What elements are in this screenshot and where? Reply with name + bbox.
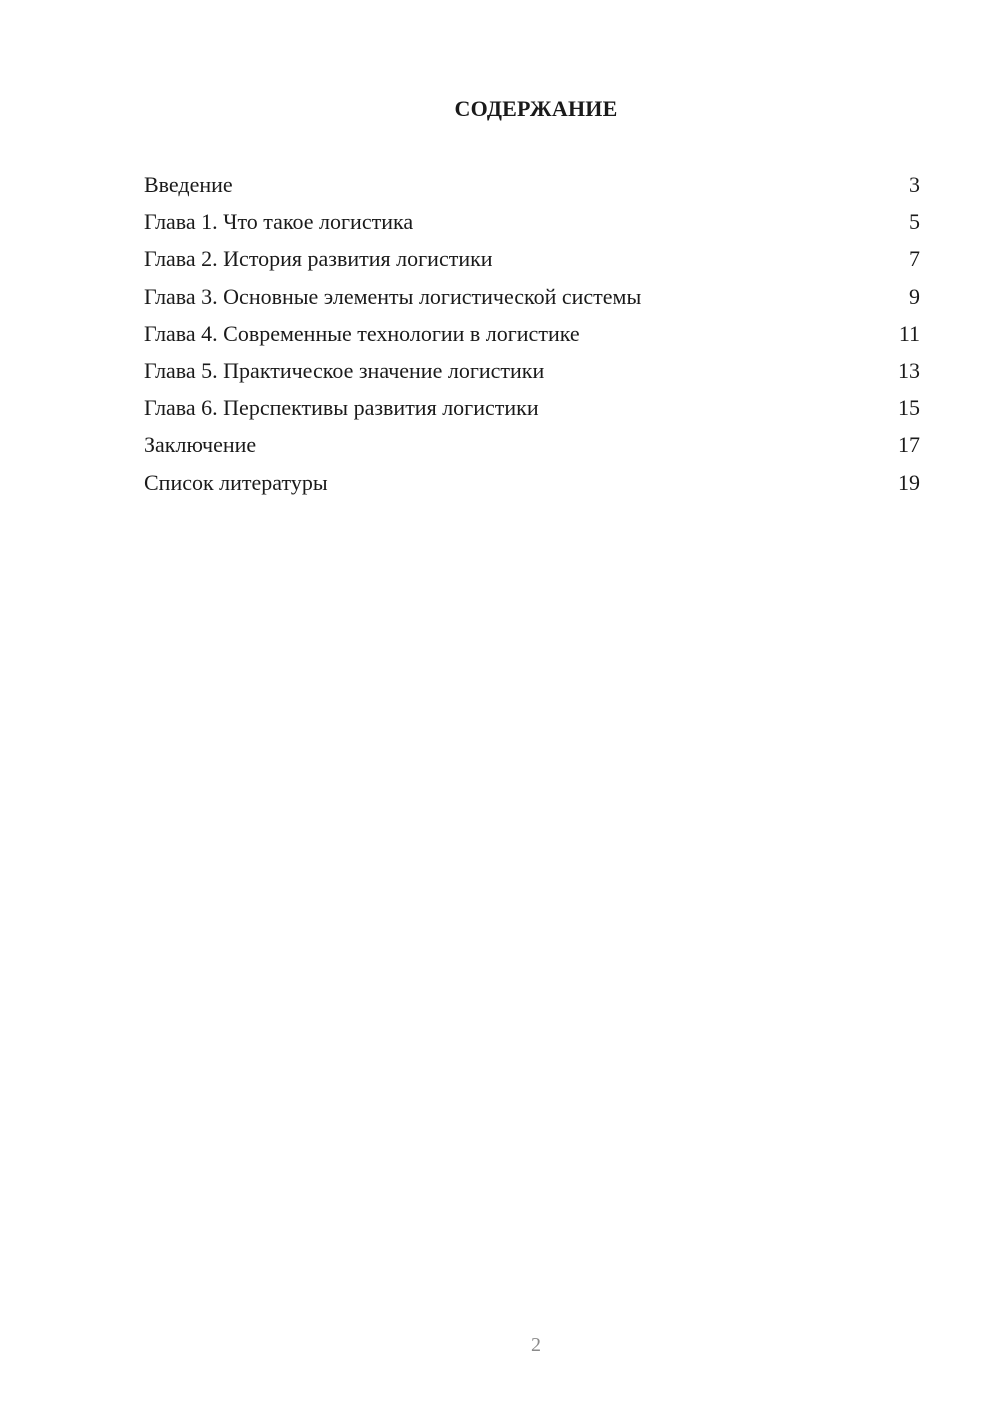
toc-entry-chapter-3[interactable] bbox=[144, 283, 920, 320]
toc-entry-page: 9 bbox=[909, 283, 920, 309]
toc-entry-page: 7 bbox=[909, 246, 920, 272]
table-of-contents bbox=[144, 171, 920, 506]
toc-entry-label: Глава 5. Практическое значение логистики bbox=[144, 357, 545, 383]
page-number: 2 bbox=[531, 1334, 541, 1356]
toc-entry-chapter-2[interactable] bbox=[144, 245, 920, 282]
toc-entry-label: Глава 4. Современные технологии в логистике bbox=[144, 320, 580, 346]
toc-entry-chapter-1[interactable] bbox=[144, 208, 920, 245]
toc-entry-label: Глава 1. Что такое логистика bbox=[144, 209, 414, 235]
toc-entry-page: 15 bbox=[898, 395, 920, 421]
toc-entry-page: 3 bbox=[909, 172, 920, 197]
toc-entry-label: Список литературы bbox=[144, 469, 328, 495]
toc-entry-page: 11 bbox=[898, 320, 920, 346]
toc-entry-page: 19 bbox=[898, 469, 920, 495]
toc-entry-introduction[interactable] bbox=[144, 171, 920, 208]
toc-entry-page: 17 bbox=[898, 432, 920, 458]
page-title: СОДЕРЖАНИЕ bbox=[454, 96, 618, 121]
toc-entry-label: Глава 3. Основные элементы логистической системы bbox=[144, 283, 642, 309]
toc-entry-conclusion[interactable] bbox=[144, 431, 920, 468]
toc-entry-chapter-6[interactable] bbox=[144, 394, 920, 431]
toc-entry-label: Глава 6. Перспективы развития логистики bbox=[144, 395, 539, 421]
toc-entry-references[interactable] bbox=[144, 469, 920, 506]
toc-entry-label: Глава 2. История развития логистики bbox=[144, 246, 493, 272]
toc-entry-chapter-4[interactable] bbox=[144, 320, 920, 357]
toc-entry-label: Заключение bbox=[144, 432, 257, 458]
toc-entry-page: 5 bbox=[909, 209, 920, 235]
toc-entry-chapter-5[interactable] bbox=[144, 357, 920, 394]
toc-entry-label: Введение bbox=[144, 172, 233, 197]
toc-entry-page: 13 bbox=[898, 357, 920, 383]
